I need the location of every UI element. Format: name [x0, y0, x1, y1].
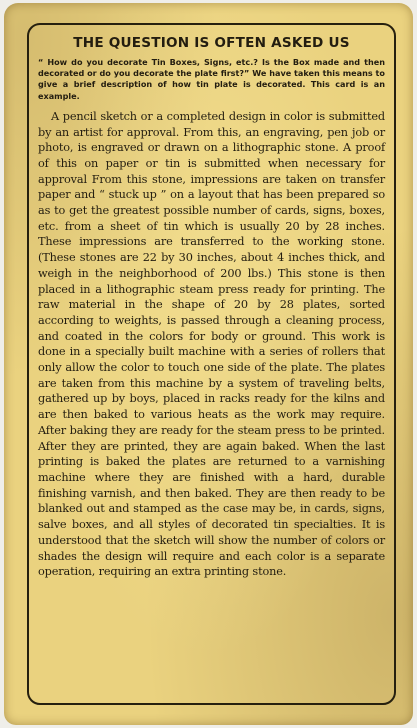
card-title: THE QUESTION IS OFTEN ASKED US: [73, 35, 350, 51]
card-intro-quote: “ How do you decorate Tin Boxes, Signs, etc.? Is the Box made and then decorated or do you decorate the plate first?” We have taken this means to give a brief description of how tin plate is decorated. This card is an example.: [38, 57, 385, 101]
card-body-text: A pencil sketch or a completed design in color is submitted by an artist for approval. From this, an engraving, pen job or photo, is engraved or drawn on a lithographic stone. A proof of this on paper or tin is submitted when necessary for approval From this stone, impressions are taken on transfer paper and “ stuck up ” on a layout that has been prepared so as to get the greatest possible number of cards, signs, boxes, etc. from a sheet of tin which is usually 20 by 28 inches. These impressions are transferred to the working stone. (These stones are 22 by 30 inches, about 4 inches thick, and weigh in the neighborhood of 200 lbs.) This stone is then placed in a lithographic steam press ready for printing. The raw material in the shape of 20 by 28 plates, sorted according to weights, is passed through a cleaning process, and coated in the colors for body or ground. This work is done in a specially built machine with a series of rollers that only allow the color to touch one side of the plate. The plates are taken from this machine by a system of traveling belts, gathered up by boys, placed in racks ready for the kilns and are then baked to various heats as the work may require. After baking they are ready for the steam press to be printed. After they are printed, they are again baked. When the last printing is baked the plates are returned to a varnishing machine where they are finished with a hard, durable finishing varnish, and then baked. They are then ready to be blanked out and stamped as the case may be, in cards, signs, salve boxes, and all styles of decorated tin specialties. It is understood that the sketch will show the number of colors or shades the design will require and each color is a separate operation, requiring an extra printing stone.: [38, 109, 385, 579]
card-border-frame: [27, 23, 396, 705]
tin-card: [4, 3, 413, 725]
